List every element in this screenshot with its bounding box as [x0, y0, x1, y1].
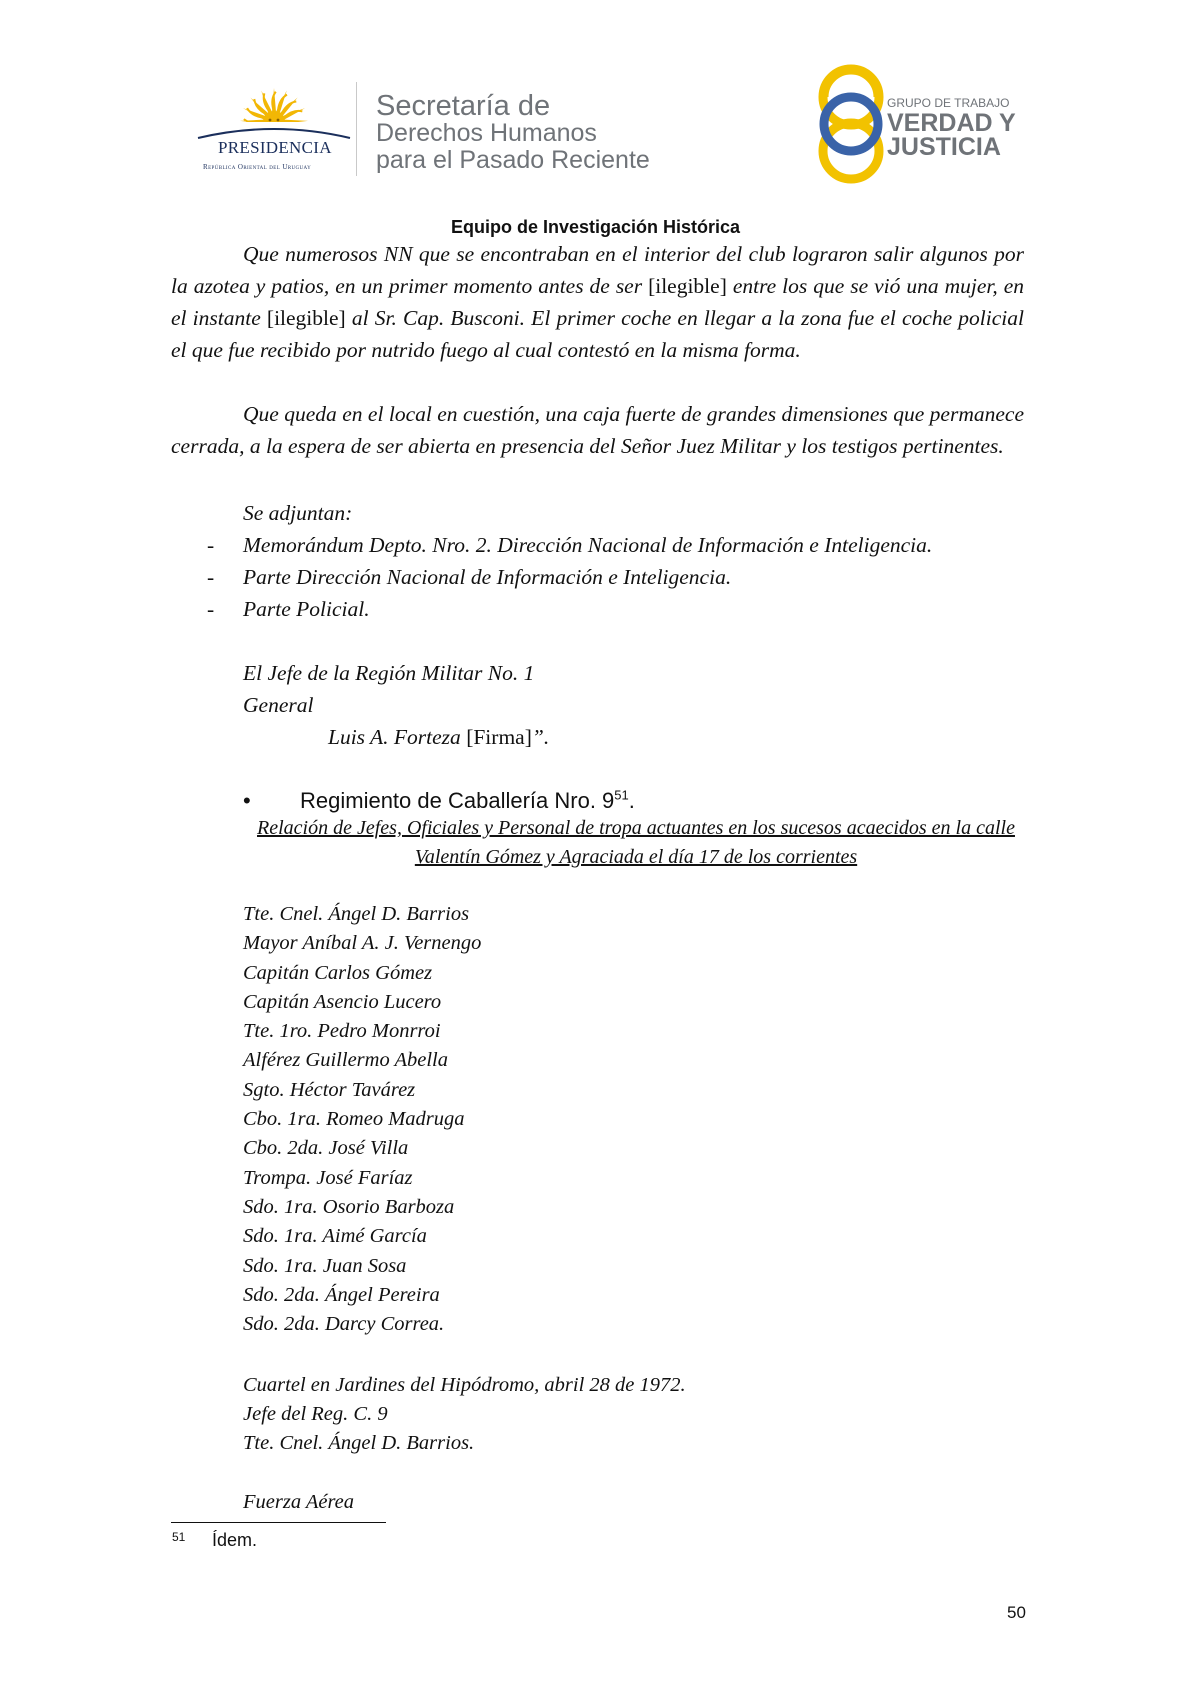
paragraph-2: Que queda en el local en cuestión, una caja fuerte de grandes dimensiones que permanece cerrada, a la espera de ser abierta en presencia del Señor Juez Militar y los testigos pertinentes.	[171, 402, 1024, 458]
secretaria-line3: para el Pasado Reciente	[376, 146, 650, 174]
illegible-mark: [ilegible]	[266, 306, 346, 330]
firma-mark: [Firma]	[466, 725, 532, 749]
list-item: Tte. 1ro. Pedro Monrroi	[243, 1020, 441, 1043]
attachment-item: Parte Policial.	[243, 597, 370, 621]
presidencia-logo	[196, 80, 352, 176]
signer-name: Luis A. Forteza	[328, 725, 467, 749]
section-heading-end: .	[628, 788, 635, 813]
secretaria-line2: Derechos Humanos	[376, 119, 597, 147]
linked-rings-icon	[815, 62, 887, 186]
presidencia-text: PRESIDENCIA	[218, 138, 332, 157]
section-heading-text: Regimiento de Caballería Nro. 9	[300, 788, 615, 813]
grupo-trabajo-text: GRUPO DE TRABAJO	[887, 96, 1010, 110]
list-item: Cbo. 2da. José Villa	[243, 1137, 409, 1160]
list-item: Sdo. 2da. Ángel Pereira	[243, 1283, 440, 1306]
signature-name	[328, 725, 549, 750]
verdad-justicia-logo	[815, 62, 1015, 188]
footnote-text: Ídem.	[212, 1530, 258, 1550]
para1-text-a: Que numerosos NN que se encontraban en el interior del club lograron salir algunos por la azotea y patios, en un primer momento antes de ser	[171, 242, 1024, 298]
presidencia-subtitle: República Oriental del Uruguay	[203, 163, 312, 171]
list-dash: -	[207, 565, 215, 589]
personnel-list	[243, 900, 481, 1339]
signature-title: El Jefe de la Región Militar No. 1	[243, 661, 535, 685]
list-dash: -	[207, 597, 215, 621]
adjuntan-label: Se adjuntan:	[243, 501, 353, 525]
list-item: Sdo. 1ra. Juan Sosa	[243, 1254, 407, 1277]
team-title: Equipo de Investigación Histórica	[450, 217, 741, 237]
list-item: Capitán Carlos Gómez	[243, 961, 433, 984]
header-divider	[356, 82, 357, 176]
section-heading	[300, 788, 635, 814]
footnote-number: 51	[172, 1530, 186, 1544]
page-number: 50	[1007, 1603, 1026, 1622]
list-item: Sgto. Héctor Tavárez	[243, 1078, 416, 1101]
footnote-ref[interactable]: 51	[614, 787, 629, 803]
list-item: Sdo. 1ra. Osorio Barboza	[243, 1195, 455, 1218]
closing-role: Jefe del Reg. C. 9	[243, 1403, 388, 1425]
list-item: Capitán Asencio Lucero	[243, 990, 442, 1013]
list-item: Sdo. 2da. Darcy Correa.	[243, 1313, 445, 1336]
relacion-title: Relación de Jefes, Oficiales y Personal de tropa actuantes en los sucesos acaecidos en la calle Valentín Gómez y Agraciada el día 17 de los corrientes	[257, 817, 1015, 868]
secretaria-title	[376, 92, 650, 174]
secretaria-line1: Secretaría de	[376, 90, 551, 122]
attachment-item: Memorándum Depto. Nro. 2. Dirección Nacional de Información e Inteligencia.	[243, 533, 933, 557]
list-item: Sdo. 1ra. Aimé García	[243, 1225, 427, 1248]
illegible-mark: [ilegible]	[648, 274, 727, 298]
closing-location-date: Cuartel en Jardines del Hipódromo, abril 28 de 1972.	[243, 1374, 686, 1396]
list-item: Mayor Aníbal A. J. Vernengo	[243, 932, 482, 955]
list-item: Tte. Cnel. Ángel D. Barrios	[243, 903, 470, 925]
verdad-text: VERDAD Y	[887, 109, 1016, 137]
list-item: Alférez Guillermo Abella	[243, 1049, 448, 1072]
attachment-item: Parte Dirección Nacional de Información e Inteligencia.	[243, 565, 732, 589]
signature-rank: General	[243, 693, 314, 717]
list-item: Cbo. 1ra. Romeo Madruga	[243, 1108, 465, 1131]
paragraph-1	[171, 238, 1024, 366]
justicia-text: JUSTICIA	[887, 133, 1001, 161]
footnote-separator	[171, 1522, 386, 1523]
para1-text-c: al Sr. Cap. Busconi. El primer coche en llegar a la zona fue el coche policial el que fue recibido por nutrido fuego al cual contestó en la misma forma.	[171, 306, 1024, 362]
quote-close: ”.	[531, 725, 550, 749]
bullet-icon: •	[243, 788, 251, 813]
closing-signer: Tte. Cnel. Ángel D. Barrios.	[243, 1432, 475, 1454]
sun-emblem-icon	[196, 80, 352, 176]
list-dash: -	[207, 533, 215, 557]
fuerza-aerea-heading: Fuerza Aérea	[243, 1491, 355, 1513]
list-item: Trompa. José Faríaz	[243, 1166, 413, 1189]
para1-text-b: entre los que se vió una mujer, en el instante	[171, 274, 1024, 330]
